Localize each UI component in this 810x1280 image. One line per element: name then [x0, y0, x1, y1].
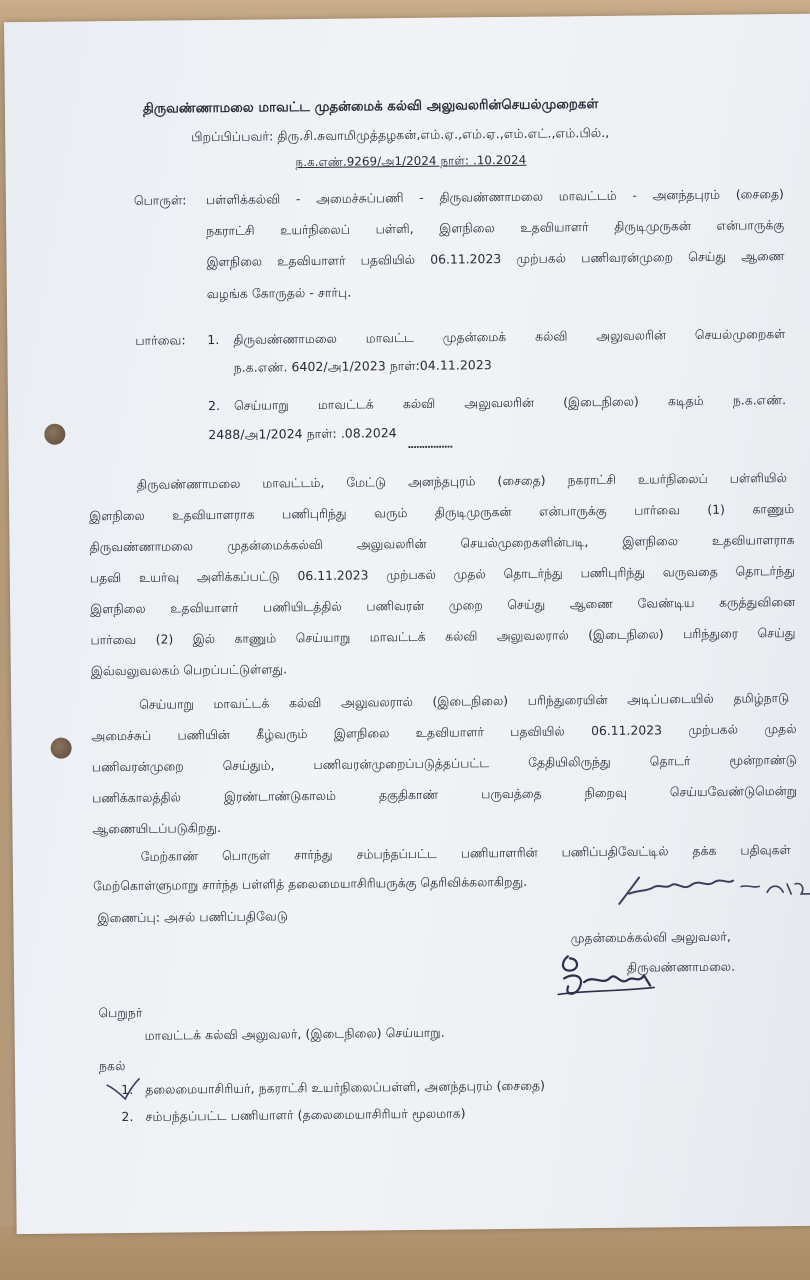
copy-item-2-number: 2. [121, 1108, 134, 1125]
signatory-place: திருவண்ணாமலை. [626, 958, 736, 975]
paragraph-1-line-2: இளநிலை உதவியாளராக பணிபுரிந்து வரும் திருடிமுருகன் என்பாருக்கு பார்வை (1) காணும் [89, 500, 795, 524]
paragraph-1-line-3: திருவண்ணாமலை முதன்மைக்கல்வி அலுவலரின் செயல்முறைகளின்படி, இளநிலை உதவியாளராக [89, 531, 795, 555]
subject-label: பொருள்: [133, 192, 187, 208]
copy-item-2-text: சம்பந்தப்பட்ட பணியாளர் (தலைமையாசிரியர் மூலமாக) [145, 1105, 466, 1124]
paragraph-3-line-1: மேற்காண் பொருள் சார்ந்து சம்பந்தப்பட்ட பணியாளரின் பணிப்பதிவேட்டில் தக்க பதிவுகள் [140, 842, 791, 864]
paragraph-2-line-2: அமைச்சுப் பணியின் கீழ்வரும் இளநிலை உதவியாளர் பதவியில் 06.11.2023 முற்பகல் முதல் [91, 720, 797, 744]
enclosure: இணைப்பு: அசல் பணிப்பதிவேடு [97, 908, 289, 926]
paragraph-3-line-2: மேற்கொள்ளுமாறு சார்ந்த பள்ளித் தலைமையாசிரியருக்கு தெரிவிக்கலாகிறது. [92, 873, 528, 894]
paragraph-1-line-7: இவ்வலுவலகம் பெறப்பட்டுள்ளது. [90, 661, 288, 679]
copy-item-1-number: 1. [121, 1081, 134, 1098]
reference-item-1-number: 1. [207, 331, 220, 348]
recipient-name: மாவட்டக் கல்வி அலுவலர், (இடைநிலை) செய்யாறு. [144, 1024, 445, 1043]
reference-label: பார்வை: [135, 332, 186, 348]
paragraph-2-line-5: ஆணையிடப்படுகிறது. [92, 819, 222, 837]
signatory-designation: முதன்மைக்கல்வி அலுவலர், [570, 928, 732, 946]
issuer-line: பிறப்பிப்பவர்: திரு.சி.சுவாமிமுத்தழகன்,எம்.ஏ.,எம்.ஏ.,எம்.எட்.,எம்.பில்., [191, 124, 610, 145]
document-title: திருவண்ணாமலை மாவட்ட முதன்மைக் கல்வி அலுவலரின்செயல்முறைகள் [142, 97, 599, 117]
punch-hole-upper [44, 424, 65, 445]
reference-number: ந.க.எண்.9269/அ1/2024 நாள்: .10.2024 [295, 152, 527, 170]
paragraph-2-line-3: பணிவரன்முறை செய்தும், பணிவரன்முறைப்படுத்தப்பட்ட தேதியிலிருந்து தொடர் மூன்றாண்டு [91, 751, 797, 775]
paragraph-2-line-1: செய்யாறு மாவட்டக் கல்வி அலுவலரால் (இடைநிலை) பரிந்துரையின் அடிப்படையில் தமிழ்நாடு [139, 690, 790, 712]
reference-item-1-line-2: ந.க.எண். 6402/அ1/2023 நாள்:04.11.2023 [233, 357, 492, 375]
desk-background-bottom [0, 1225, 810, 1280]
punch-hole-lower [51, 738, 72, 759]
reference-item-2-line-1: செய்யாறு மாவட்டக் கல்வி அலுவலரின் (இடைநிலை) கடிதம் ந.க.எண். [233, 392, 787, 413]
recipient-label: பெறுநர் [98, 1004, 143, 1021]
handwritten-initials [613, 862, 810, 914]
paragraph-1-line-1: திருவண்ணாமலை மாவட்டம், மேட்டு அனந்தபுரம் (சைதை) நகராட்சி உயர்நிலைப் பள்ளியில் [136, 470, 787, 492]
reference-item-2-number: 2. [207, 397, 221, 414]
reference-item-1-line-1: திருவண்ணாமலை மாவட்ட முதன்மைக் கல்வி அலுவலரின் செயல்முறைகள் [233, 326, 786, 347]
paragraph-2-line-4: பணிக்காலத்தில் இரண்டாண்டுகாலம் தகுதிகாண் பருவத்தை நிறைவு செய்யவேண்டுமென்று [92, 782, 798, 806]
copy-item-1-text: தலைமையாசிரியர், நகராட்சி உயர்நிலைப்பள்ளி, அனந்தபுரம் (சைதை) [145, 1077, 546, 1097]
document-page [4, 14, 810, 1234]
paragraph-1-line-5: இளநிலை உதவியாளர் பணியிடத்தில் பணிவரன் முறை செய்து ஆணை வேண்டிய கருத்துவினை [90, 593, 796, 617]
separator-dots: ................ [407, 439, 453, 452]
subject-line-2: நகராட்சி உயர்நிலைப் பள்ளி, இளநிலை உதவியாளர் திருடிமுருகன் என்பாருக்கு [206, 217, 785, 239]
paragraph-1-line-4: பதவி உயர்வு அளிக்கப்பட்டு 06.11.2023 முற்பகல் முதல் தொடர்ந்து பணிபுரிந்து வருவதை தொடர்ந்து [89, 562, 795, 586]
subject-line-3: இளநிலை உதவியாளர் பதவியில் 06.11.2023 முற்பகல் பணிவரன்முறை செய்து ஆணை [206, 248, 785, 270]
subject-line-4: வழங்க கோருதல் - சார்பு. [206, 284, 352, 302]
reference-item-2-line-2: 2488/அ1/2024 நாள்: .08.2024 [208, 425, 397, 443]
paragraph-1-line-6: பார்வை (2) இல் காணும் செய்யாறு மாவட்டக் கல்வி அலுவலரால் (இடைநிலை) பரிந்துரை செய்து [90, 624, 796, 648]
copy-label: நகல் [98, 1058, 126, 1074]
subject-line-1: பள்ளிக்கல்வி - அமைச்சுப்பணி - திருவண்ணாமலை மாவட்டம் - அனந்தபுரம் (சைதை) [205, 186, 784, 208]
